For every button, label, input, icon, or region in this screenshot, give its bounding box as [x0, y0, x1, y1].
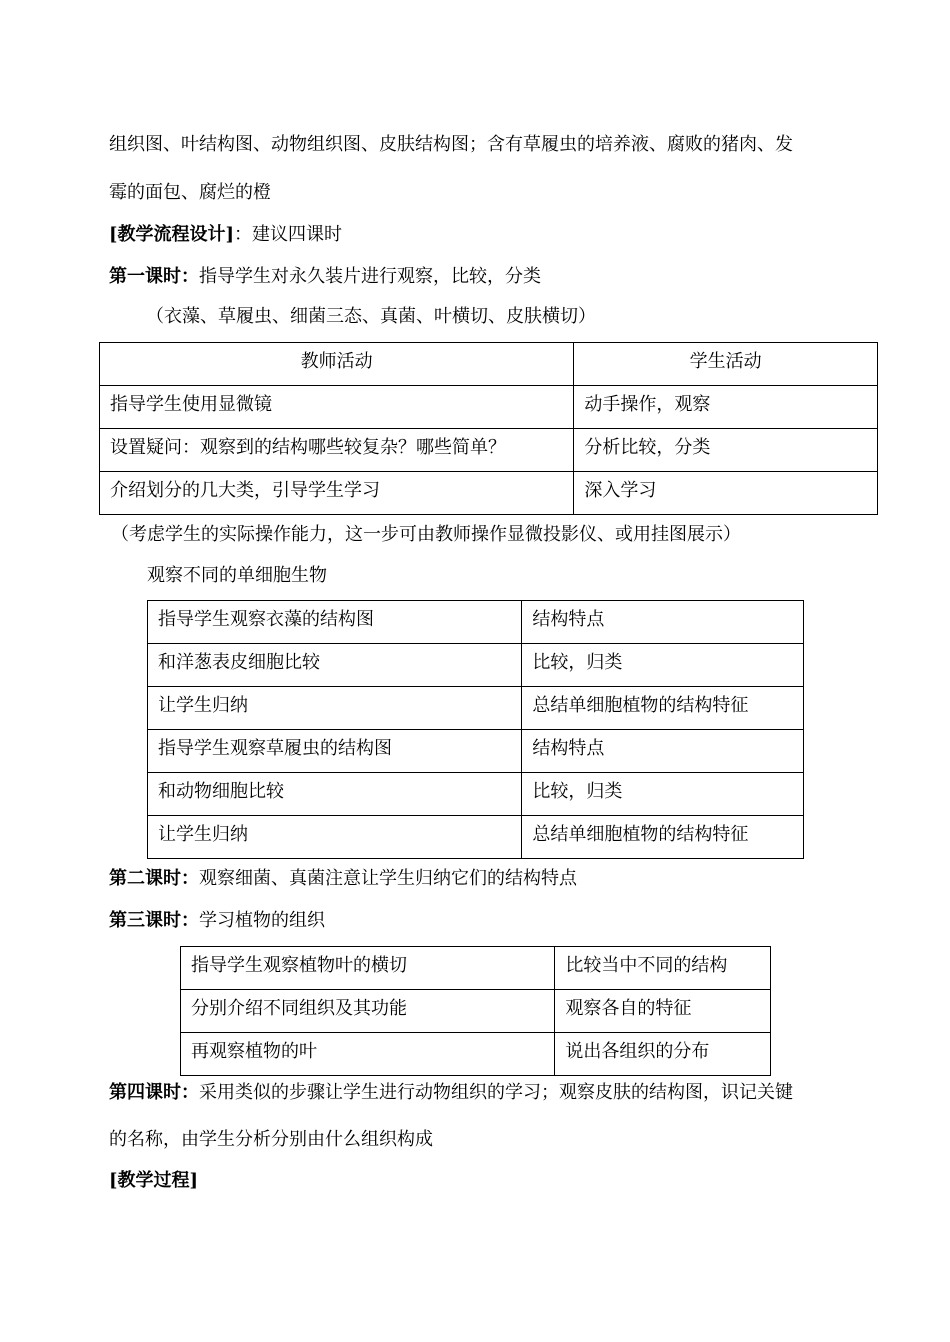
table-cell: 分别介绍不同组织及其功能 [181, 990, 555, 1033]
table-teacher-student [99, 342, 878, 515]
table-cell: 指导学生观察植物叶的横切 [181, 947, 555, 990]
table-cell: 再观察植物的叶 [181, 1033, 555, 1076]
table-row [181, 990, 771, 1033]
table-row [148, 773, 804, 816]
table-cell: 和洋葱表皮细胞比较 [148, 644, 522, 687]
lesson1-subtitle: （衣藻、草履虫、细菌三态、真菌、叶横切、皮肤横切） [146, 306, 596, 327]
table-cell: 指导学生观察衣藻的结构图 [148, 601, 522, 644]
table-row [148, 730, 804, 773]
lesson1-text: 指导学生对永久装片进行观察，比较，分类 [199, 266, 541, 287]
intro-line-1: 组织图、叶结构图、动物组织图、皮肤结构图；含有草履虫的培养液、腐败的猪肉、发 [109, 134, 793, 155]
table-cell: 分析比较，分类 [574, 429, 878, 472]
table-cell: 和动物细胞比较 [148, 773, 522, 816]
lesson4-text: 采用类似的步骤让学生进行动物组织的学习；观察皮肤的结构图，识记关键 [199, 1082, 793, 1103]
table-row [181, 1033, 771, 1076]
table-row [100, 472, 878, 515]
table-cell: 指导学生使用显微镜 [100, 386, 574, 429]
lesson3-label: 第三课时： [109, 910, 199, 931]
lesson2-line [109, 866, 577, 892]
table-row [148, 601, 804, 644]
table-row [148, 644, 804, 687]
table-cell: 介绍划分的几大类，引导学生学习 [100, 472, 574, 515]
flow-heading [109, 222, 342, 248]
flow-heading-label: [教学流程设计] [109, 224, 235, 245]
table-cell: 让学生归纳 [148, 816, 522, 859]
table-plant-tissue [180, 946, 771, 1076]
lesson4-line [109, 1080, 793, 1106]
table-cell: 让学生归纳 [148, 687, 522, 730]
lesson4-line-2: 的名称，由学生分析分别由什么组织构成 [109, 1129, 433, 1150]
table-cell: 比较，归类 [522, 644, 804, 687]
intro-line-2: 霉的面包、腐烂的橙 [109, 182, 271, 203]
table-row [100, 429, 878, 472]
table-row [148, 816, 804, 859]
table-header-teacher: 教师活动 [100, 343, 574, 386]
table-row [148, 687, 804, 730]
section-observe: 观察不同的单细胞生物 [147, 565, 327, 586]
table-cell: 观察各自的特征 [555, 990, 771, 1033]
lesson2-label: 第二课时： [109, 868, 199, 889]
table-cell: 设置疑问：观察到的结构哪些较复杂？哪些简单？ [100, 429, 574, 472]
flow-heading-suffix: ：建议四课时 [234, 224, 343, 245]
note-line: （考虑学生的实际操作能力，这一步可由教师操作显微投影仪、或用挂图展示） [111, 524, 741, 545]
lesson4-label: 第四课时： [109, 1082, 199, 1103]
lesson3-text: 学习植物的组织 [199, 910, 325, 931]
process-heading: [教学过程] [109, 1170, 199, 1191]
lesson3-line [109, 908, 325, 934]
table-cell: 结构特点 [522, 601, 804, 644]
table-single-cell [147, 600, 804, 859]
table-cell: 说出各组织的分布 [555, 1033, 771, 1076]
table-cell: 总结单细胞植物的结构特征 [522, 687, 804, 730]
table-header-student: 学生活动 [574, 343, 878, 386]
table-cell: 比较当中不同的结构 [555, 947, 771, 990]
table-cell: 指导学生观察草履虫的结构图 [148, 730, 522, 773]
table-header-row [100, 343, 878, 386]
table-cell: 结构特点 [522, 730, 804, 773]
table-row [100, 386, 878, 429]
table-cell: 动手操作，观察 [574, 386, 878, 429]
table-cell: 深入学习 [574, 472, 878, 515]
lesson1-line [109, 264, 541, 290]
table-cell: 比较，归类 [522, 773, 804, 816]
lesson2-text: 观察细菌、真菌注意让学生归纳它们的结构特点 [199, 868, 577, 889]
table-cell: 总结单细胞植物的结构特征 [522, 816, 804, 859]
table-row [181, 947, 771, 990]
lesson1-label: 第一课时： [109, 266, 199, 287]
